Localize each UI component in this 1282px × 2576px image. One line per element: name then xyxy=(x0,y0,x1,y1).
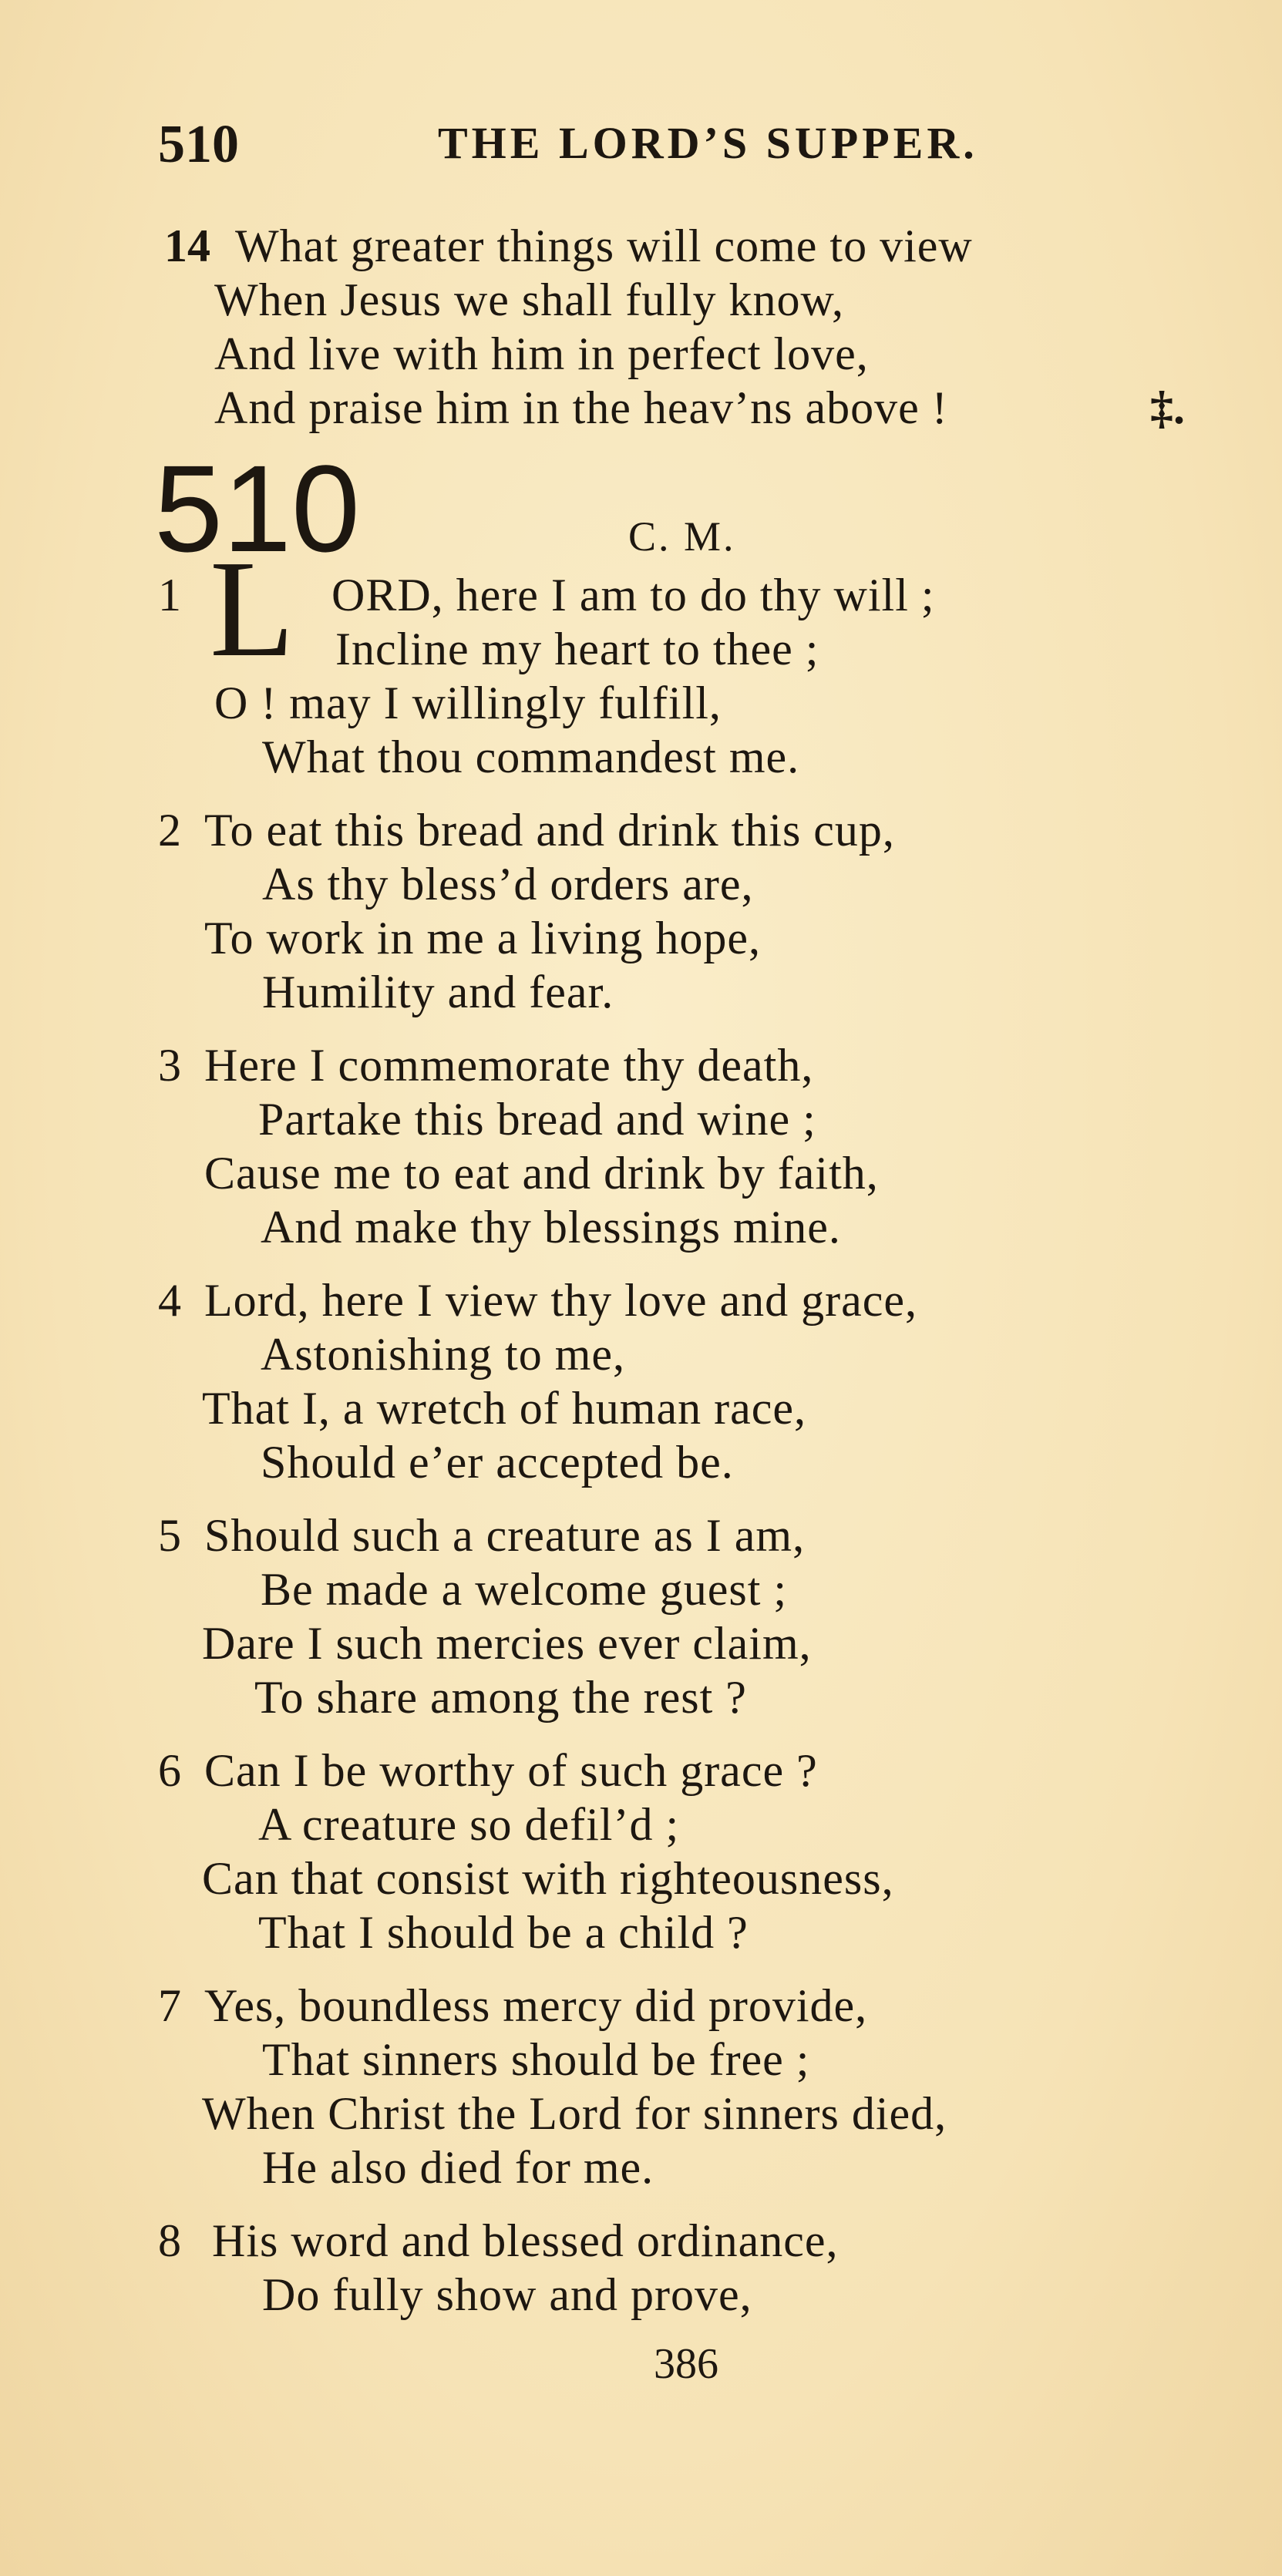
verse-line: O ! may I willingly fulfill, xyxy=(214,678,722,728)
verse-line: Can that consist with righteousness, xyxy=(202,1853,894,1904)
verse-line: What greater things will come to view xyxy=(235,220,973,271)
verse-line: As thy bless’d orders are, xyxy=(262,859,754,910)
verse-line: What thou commandest me. xyxy=(262,731,800,782)
verse-line: Incline my heart to thee ; xyxy=(335,624,819,674)
verse-line: That I, a wretch of human race, xyxy=(202,1383,806,1434)
stanza-number: 2 xyxy=(158,805,181,856)
verse-line: When Jesus we shall fully know, xyxy=(214,274,844,325)
stanza-number: 6 xyxy=(158,1745,181,1796)
verse-line: Should such a creature as I am, xyxy=(204,1510,806,1561)
verse-line: ORD, here I am to do thy will ; xyxy=(331,570,935,620)
verse-line: Cause me to eat and drink by faith, xyxy=(204,1148,879,1199)
verse-line: His word and blessed ordinance, xyxy=(212,2215,839,2266)
running-title: THE LORD’S SUPPER. xyxy=(438,118,978,168)
verse-line: Lord, here I view thy love and grace, xyxy=(204,1275,917,1326)
verse-line: Do fully show and prove, xyxy=(262,2269,752,2320)
stanza-number: 14 xyxy=(164,220,210,271)
stanza-number: 1 xyxy=(158,570,181,620)
verse-line: Humility and fear. xyxy=(262,967,614,1017)
stanza-number: 7 xyxy=(158,1980,181,2031)
page-number: 386 xyxy=(654,2340,718,2388)
verse-line: Astonishing to me, xyxy=(261,1329,626,1380)
verse-line: When Christ the Lord for sinners died, xyxy=(202,2088,947,2139)
verse-line: To eat this bread and drink this cup, xyxy=(204,805,895,856)
verse-line: Dare I such mercies ever claim, xyxy=(202,1618,812,1669)
verse-line: That I should be a child ? xyxy=(258,1907,749,1958)
verse-line: Can I be worthy of such grace ? xyxy=(204,1745,818,1796)
verse-line: And make thy blessings mine. xyxy=(261,1202,841,1253)
verse-line: And praise him in the heav’ns above ! xyxy=(214,382,948,433)
end-mark: ‡. xyxy=(1150,382,1185,433)
verse-line: To share among the rest ? xyxy=(254,1672,747,1723)
verse-line: Here I commemorate thy death, xyxy=(204,1040,814,1091)
verse-line: Be made a welcome guest ; xyxy=(261,1564,788,1615)
verse-line: To work in me a living hope, xyxy=(204,913,762,963)
stanza-number: 5 xyxy=(158,1510,181,1561)
hymn-number: 510 xyxy=(154,439,360,577)
verse-line: And live with him in perfect love, xyxy=(214,328,869,379)
drop-cap: L xyxy=(210,532,294,685)
stanza-number: 3 xyxy=(158,1040,181,1091)
stanza-number: 4 xyxy=(158,1275,181,1326)
verse-line: Yes, boundless mercy did provide, xyxy=(204,1980,868,2031)
verse-line: A creature so defil’d ; xyxy=(258,1799,680,1850)
hymn-meter: C. M. xyxy=(628,513,736,560)
verse-line: That sinners should be free ; xyxy=(262,2034,810,2085)
verse-line: He also died for me. xyxy=(262,2142,654,2193)
verse-line: Partake this bread and wine ; xyxy=(258,1094,816,1145)
verse-line: Should e’er accepted be. xyxy=(261,1437,734,1488)
stanza-number: 8 xyxy=(158,2215,181,2266)
header-page-number: 510 xyxy=(158,115,239,174)
